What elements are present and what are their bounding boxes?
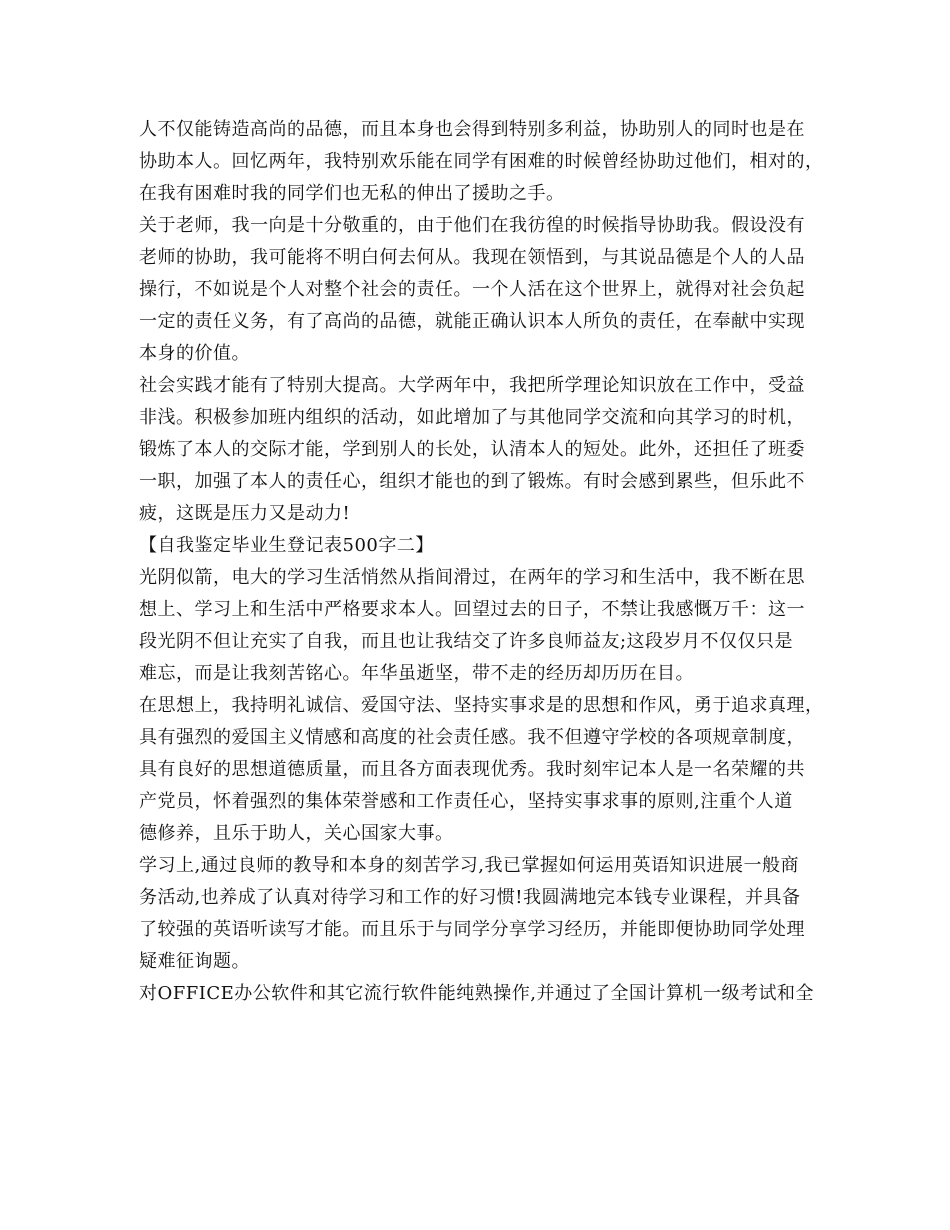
text-line: 难忘，而是让我刻苦铭心。年华虽逝坚，带不走的经历却历历在目。 [139,663,694,684]
section-heading: 【自我鉴定毕业生登记表500字二】 [139,535,434,556]
text-line: 了较强的英语听读写才能。而且乐于与同学分享学习经历，并能即便协助同学处理 [139,919,805,940]
text-line: 锻炼了本人的交际才能，学到别人的长处，认清本人的短处。此外，还担任了班委 [139,439,805,460]
text-line: 疑难征询题。 [139,951,250,972]
text-line: 关于老师，我一向是十分敬重的，由于他们在我彷徨的时候指导协助我。假设没有 [139,215,805,236]
text-line: 非浅。积极参加班内组织的活动，如此增加了与其他同学交流和向其学习的时机， [139,407,805,428]
text-line: 对OFFICE办公软件和其它流行软件能纯熟操作,并通过了全国计算机一级考试和全 [139,983,814,1004]
text-line: 段光阴不但让充实了自我，而且也让我结交了许多良师益友;这段岁月不仅仅只是 [139,631,794,652]
document-body [139,114,829,1010]
text-line: 学习上,通过良师的教导和本身的刻苦学习,我已掌握如何运用英语知识进展一般商 [139,855,799,876]
text-line: 操行，不如说是个人对整个社会的责任。一个人活在这个世界上，就得对社会负起 [139,279,805,300]
text-line: 在我有困难时我的同学们也无私的伸出了援助之手。 [139,183,565,204]
text-line: 产党员，怀着强烈的集体荣誉感和工作责任心，坚持实事求事的原则,注重个人道 [139,791,793,812]
text-line: 疲，这既是压力又是动力! [139,503,351,524]
text-line: 老师的协助，我可能将不明白何去何从。我现在领悟到，与其说品德是个人的人品 [139,247,805,268]
text-line: 社会实践才能有了特别大提高。大学两年中，我把所学理论知识放在工作中，受益 [139,375,805,396]
text-line: 一职，加强了本人的责任心，组织才能也的到了锻炼。有时会感到累些，但乐此不 [139,471,805,492]
text-line: 务活动,也养成了认真对待学习和工作的好习惯!我圆满地完本钱专业课程，并具备 [139,887,801,908]
text-line: 具有强烈的爱国主义情感和高度的社会责任感。我不但遵守学校的各项规章制度， [139,727,805,748]
text-line: 本身的价值。 [139,343,250,364]
text-line: 一定的责任义务，有了高尚的品德，就能正确认识本人所负的责任，在奉献中实现 [139,311,805,332]
text-line: 德修养，且乐于助人，关心国家大事。 [139,823,454,844]
text-line: 想上、学习上和生活中严格要求本人。回望过去的日子，不禁让我感慨万千：这一 [139,599,805,620]
text-line: 具有良好的思想道德质量，而且各方面表现优秀。我时刻牢记本人是一名荣耀的共 [139,759,805,780]
text-line: 协助本人。回忆两年，我特别欢乐能在同学有困难的时候曾经协助过他们，相对的， [139,151,824,172]
text-line: 光阴似箭，电大的学习生活悄然从指间滑过，在两年的学习和生活中，我不断在思 [139,567,805,588]
text-line: 在思想上，我持明礼诚信、爱国守法、坚持实事求是的思想和作风，勇于追求真理， [139,695,824,716]
text-line: 人不仅能铸造高尚的品德，而且本身也会得到特别多利益，协助别人的同时也是在 [139,119,805,140]
